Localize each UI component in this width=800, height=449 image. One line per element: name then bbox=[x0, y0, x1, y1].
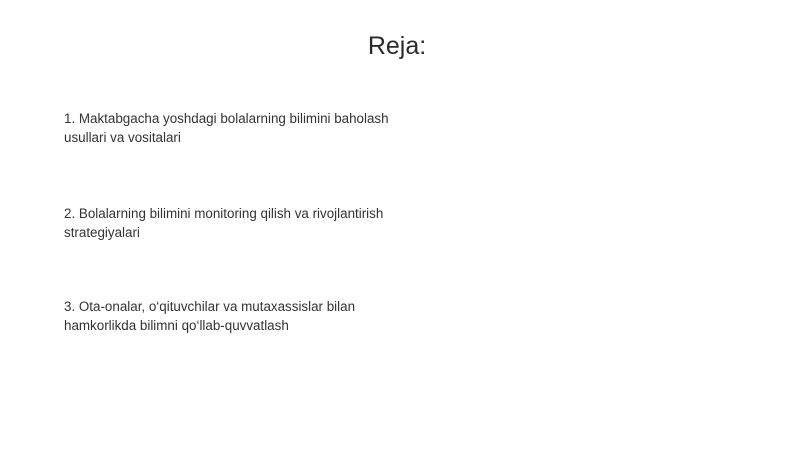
plan-item-3-line-2: hamkorlikda bilimni qo‘llab-quvvatlash bbox=[64, 318, 289, 333]
plan-item-3 bbox=[64, 297, 424, 335]
plan-item-3-line-1: 3. Ota-onalar, o‘qituvchilar va mutaxassislar bilan bbox=[64, 299, 356, 314]
plan-item-2 bbox=[64, 204, 424, 242]
slide-title: Reja: bbox=[367, 32, 427, 60]
plan-item-1-line-1: 1. Maktabgacha yoshdagi bolalarning bilimini baholash bbox=[64, 111, 389, 126]
plan-item-1-line-2: usullari va vositalari bbox=[64, 130, 181, 145]
plan-item-1 bbox=[64, 109, 424, 147]
plan-item-2-line-1: 2. Bolalarning bilimini monitoring qilish va rivojlantirish bbox=[64, 206, 384, 221]
plan-item-2-line-2: strategiyalari bbox=[64, 225, 140, 240]
